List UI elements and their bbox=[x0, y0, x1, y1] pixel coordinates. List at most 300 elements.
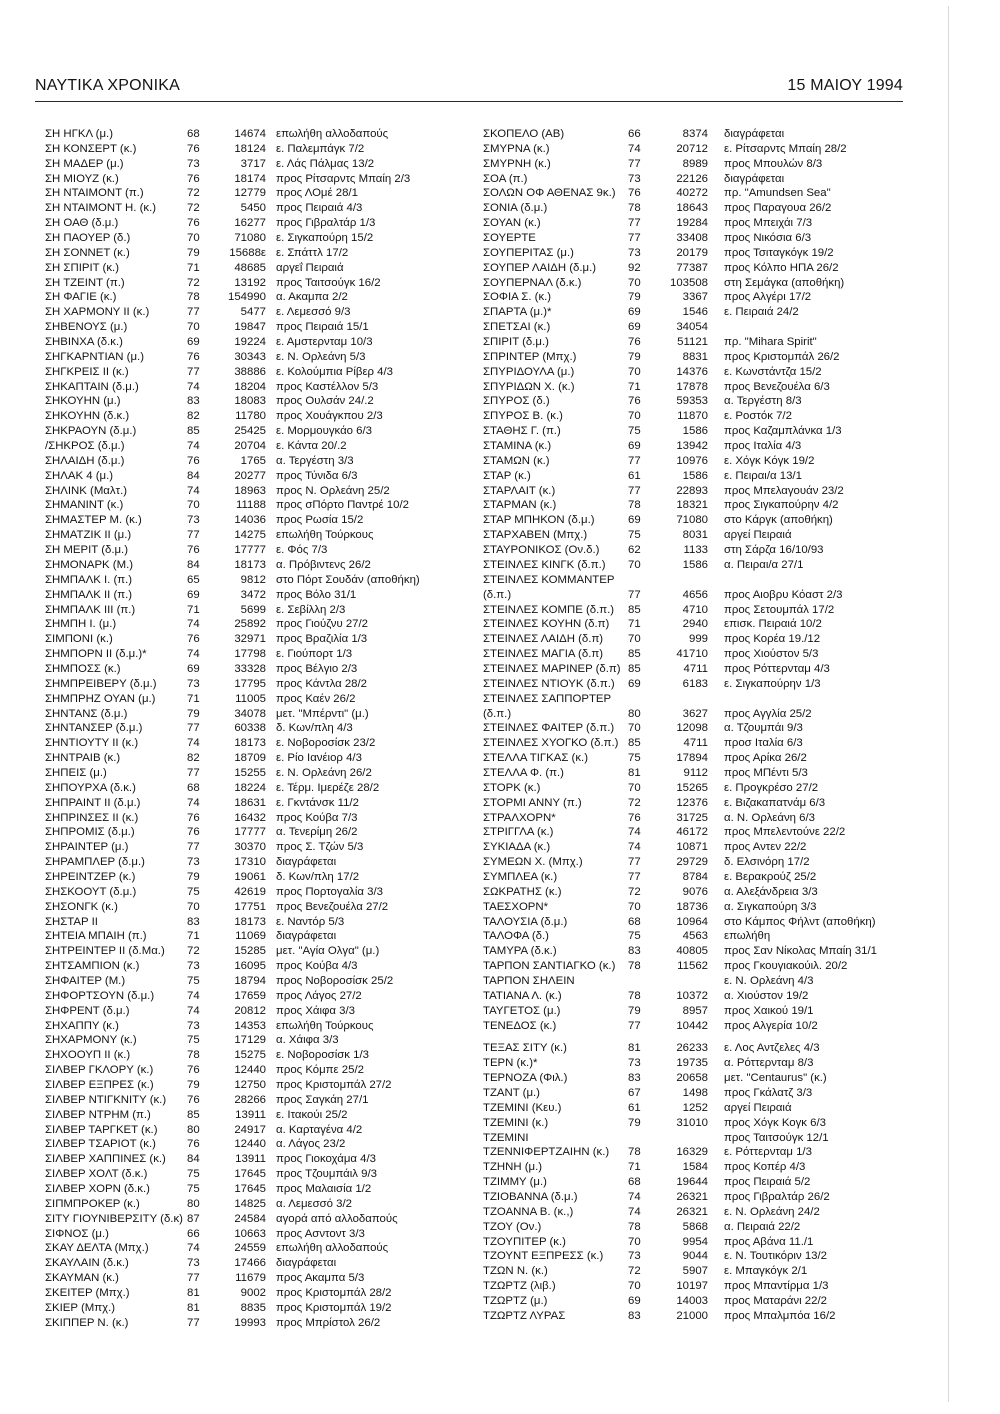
ship-row bbox=[45, 172, 465, 187]
ship-name: ΤΕΝΕΔΟΣ (κ.) bbox=[483, 1019, 557, 1032]
ship-name: ΤΑΕΣΧΟΡΝ* bbox=[483, 900, 549, 913]
ship-name: ΣΙΛΒΕΡ ΝΤΙΓΚΝΙΤΥ (κ.) bbox=[45, 1093, 167, 1106]
ship-name: ΣΤΕΙΝΛΕΣ ΚΟΜΜΑΝΤΕΡ bbox=[483, 573, 615, 586]
ship-info: προς Αγγλία 25/2 bbox=[724, 707, 812, 720]
ship-info: προς Κριστομπάλ 19/2 bbox=[276, 1301, 392, 1314]
ship-name: ΣΗΚΟΥΗΝ (δ.κ.) bbox=[45, 410, 130, 423]
ship-grt: 25425 bbox=[234, 425, 266, 438]
ship-row bbox=[483, 1190, 903, 1205]
ship-year: 85 bbox=[628, 648, 641, 661]
ship-year: 65 bbox=[187, 573, 200, 586]
ship-info: ε. Τέρμ. Ιμερέζε 28/2 bbox=[276, 781, 380, 794]
ship-grt: 19735 bbox=[676, 1057, 708, 1070]
ship-grt: 14825 bbox=[234, 1197, 266, 1210]
ship-year: 69 bbox=[628, 514, 641, 527]
ship-grt: 17751 bbox=[234, 900, 266, 913]
ship-grt: 4711 bbox=[683, 662, 708, 675]
ship-year: 72 bbox=[628, 796, 641, 809]
ship-name: ΣΗΠΟΥΡΧΑ (δ.κ.) bbox=[45, 781, 136, 794]
ship-grt: 20712 bbox=[676, 142, 708, 155]
ship-name: ΣΗΤΡΕΙΝΤΕΡ ΙΙ (δ.Μα.) bbox=[45, 945, 165, 958]
ship-year: 77 bbox=[628, 157, 641, 170]
ship-name: ΣΙΛΒΕΡ ΤΣΑΡΙΟΤ (κ.) bbox=[45, 1138, 156, 1151]
ship-year: 74 bbox=[187, 989, 200, 1002]
ship-name: ΣΙΛΒΕΡ ΕΞΠΡΕΣ (κ.) bbox=[45, 1079, 154, 1091]
ship-grt: 18794 bbox=[234, 974, 266, 987]
ship-name: ΣΗΒΕΝΟΥΣ (μ.) bbox=[45, 321, 128, 334]
ship-grt: 24584 bbox=[234, 1212, 266, 1225]
ship-year: 78 bbox=[628, 989, 641, 1002]
ship-row bbox=[45, 201, 465, 216]
ship-grt: 16329 bbox=[676, 1146, 708, 1159]
ship-year: 78 bbox=[628, 1146, 641, 1159]
ship-year: 76 bbox=[187, 826, 200, 839]
ship-info: προς Γκουγιακούιλ. 20/2 bbox=[724, 960, 848, 973]
ship-row bbox=[483, 335, 903, 350]
ship-row bbox=[45, 320, 465, 335]
ship-year: 81 bbox=[628, 1042, 641, 1055]
ship-year: 68 bbox=[187, 128, 200, 140]
ship-year: 74 bbox=[187, 737, 200, 750]
ship-info: ε. Πειραι/α 13/1 bbox=[724, 469, 802, 482]
ship-year: 70 bbox=[628, 365, 641, 378]
ship-row bbox=[45, 647, 465, 662]
ship-info: προς Πειραιά 5/2 bbox=[724, 1176, 811, 1189]
ship-info: προς Κριστομπάλ 28/2 bbox=[276, 1287, 392, 1300]
ship-info: προς Μπελαγουάν 23/2 bbox=[724, 484, 844, 497]
page-header bbox=[35, 77, 903, 99]
ship-grt: 17878 bbox=[676, 380, 708, 393]
ship-row bbox=[483, 974, 903, 989]
ship-year: 70 bbox=[628, 558, 641, 571]
ship-row bbox=[45, 781, 465, 796]
ship-grt: 42619 bbox=[234, 885, 266, 898]
ship-name: ΤΖΕΜΙΝΙ bbox=[483, 1131, 529, 1144]
ship-grt: 19644 bbox=[676, 1176, 708, 1189]
ship-grt: 17645 bbox=[234, 1183, 266, 1196]
ship-grt: 16432 bbox=[234, 811, 266, 824]
ship-name: ΣΗΚΡΑΟΥΝ (δ.μ.) bbox=[45, 425, 137, 438]
ship-year: 84 bbox=[187, 558, 200, 571]
ship-name: ΣΟΥΑΝ (κ.) bbox=[483, 217, 541, 230]
ship-name: ΣΗΜΠΡΗΖ ΟΥΑΝ (μ.) bbox=[45, 692, 156, 705]
ship-name: ΣΥΚΙΑΔΑ (κ.) bbox=[483, 841, 551, 854]
ship-row bbox=[483, 1264, 903, 1279]
ship-name: ΣΚΑΥΛΑΙΝ (δ.κ.) bbox=[45, 1257, 129, 1270]
ship-row bbox=[483, 1220, 903, 1235]
ship-info: προς Κριστομπάλ 26/2 bbox=[724, 350, 840, 363]
ship-name: ΣΗΝΤΡΑΙΒ (κ.) bbox=[45, 752, 121, 765]
ship-year: 68 bbox=[628, 1176, 641, 1189]
ship-info: ε. Βιζακαπατνάμ 6/3 bbox=[724, 796, 826, 809]
ship-grt: 12750 bbox=[234, 1079, 266, 1091]
ship-row bbox=[45, 588, 465, 603]
ship-list-left-column bbox=[45, 127, 465, 1331]
ship-info: ε. Ν. Ορλεάνη 5/3 bbox=[276, 350, 366, 363]
ship-grt: 8831 bbox=[682, 350, 708, 363]
ship-row bbox=[45, 1048, 465, 1063]
ship-info: α. Καρταγένα 4/2 bbox=[276, 1123, 363, 1136]
ship-name: ΣΗΜΑΤΖΙΚ ΙΙ (μ.) bbox=[45, 529, 132, 542]
ship-row bbox=[45, 870, 465, 885]
ship-name: ΣΤΑΡΛΑΙΤ (κ.) bbox=[483, 484, 556, 497]
ship-row bbox=[45, 409, 465, 424]
ship-info: α. Πειραι/α 27/1 bbox=[724, 558, 804, 571]
ship-row bbox=[45, 365, 465, 380]
ship-year: 76 bbox=[187, 454, 200, 467]
ship-name: ΤΑΛΟΥΣΙΑ (δ.μ.) bbox=[483, 915, 568, 928]
ship-row bbox=[45, 1123, 465, 1138]
ship-grt: 15275 bbox=[234, 1049, 266, 1062]
ship-row bbox=[45, 454, 465, 469]
ship-grt: 71080 bbox=[234, 232, 266, 245]
ship-grt: 18224 bbox=[234, 781, 266, 794]
ship-row bbox=[45, 558, 465, 573]
ship-row bbox=[45, 439, 465, 454]
ship-grt: 20704 bbox=[234, 440, 266, 453]
ship-grt: 5907 bbox=[682, 1265, 708, 1278]
ship-row bbox=[45, 231, 465, 246]
ship-name: ΣΤΕΙΝΛΕΣ ΜΑΡΙΝΕΡ (δ.π) bbox=[483, 662, 621, 675]
ship-grt: 19284 bbox=[676, 217, 708, 230]
ship-name: ΣΠΕΤΣΑΙ (κ.) bbox=[483, 321, 551, 334]
ship-year: 70 bbox=[628, 276, 641, 289]
ship-grt: 5450 bbox=[240, 202, 266, 215]
ship-name: ΣΗ ΦΑΓΙΕ (κ.) bbox=[45, 291, 117, 304]
ship-name: ΤΖΟΥΝΤ ΕΞΠΡΕΣΣ (κ.) bbox=[483, 1250, 604, 1263]
ship-name: ΣΗ ΠΑΟΥΕΡ (δ.) bbox=[45, 232, 131, 245]
ship-year: 77 bbox=[628, 856, 641, 869]
ship-row bbox=[45, 261, 465, 276]
ship-name: ΣΗΜΑΣΤΕΡ Μ. (κ.) bbox=[45, 514, 142, 527]
ship-grt: 17777 bbox=[234, 544, 266, 557]
ship-row bbox=[483, 721, 903, 736]
ship-info: α. Πειραιά 22/2 bbox=[724, 1220, 801, 1233]
ship-year: 68 bbox=[628, 915, 641, 928]
ship-name: ΣΤΑΥΡΟΝΙΚΟΣ (Ον.δ.) bbox=[483, 544, 600, 557]
ship-grt: 22893 bbox=[676, 484, 708, 497]
ship-info: ε. Χόγκ Κόγκ 19/2 bbox=[724, 454, 815, 467]
ship-grt: 12376 bbox=[676, 796, 708, 809]
ship-name: ΤΖΗΝΗ (μ.) bbox=[483, 1161, 543, 1174]
header-rule bbox=[35, 101, 903, 102]
ship-name: ΣΚΟΠΕΛΟ (ΑΒ) bbox=[483, 128, 565, 140]
ship-info: ε. Μπαγκόγκ 2/1 bbox=[724, 1265, 808, 1278]
ship-info: προς Λάγος 27/2 bbox=[276, 989, 362, 1002]
ship-row bbox=[483, 157, 903, 172]
ship-grt: 24559 bbox=[234, 1242, 266, 1255]
ship-row bbox=[45, 424, 465, 439]
ship-info: α. Χάιφα 3/3 bbox=[276, 1034, 339, 1047]
ship-name: ΣΜΥΡΝΗ (κ.) bbox=[483, 157, 551, 170]
ship-info: προς Μπαντίρμα 1/3 bbox=[724, 1280, 829, 1293]
ship-name: ΣΜΥΡΝΑ (κ.) bbox=[483, 142, 550, 155]
ship-grt: 10197 bbox=[676, 1280, 708, 1293]
ship-info: ε. Ναντόρ 5/3 bbox=[276, 915, 345, 928]
ship-row bbox=[483, 246, 903, 261]
ship-year: 75 bbox=[187, 974, 200, 987]
ship-name: ΣΗΠΕΙΣ (μ.) bbox=[45, 766, 107, 779]
ship-row bbox=[483, 707, 903, 722]
ship-year: 70 bbox=[187, 232, 200, 245]
ship-row bbox=[483, 1294, 903, 1309]
ship-info: προς Μπουλών 8/3 bbox=[724, 157, 823, 170]
ship-grt: 13911 bbox=[235, 1108, 266, 1121]
ship-year: 77 bbox=[187, 722, 200, 735]
ship-year: 77 bbox=[187, 1316, 200, 1329]
ship-info: διαγράφεται bbox=[276, 1257, 337, 1270]
ship-year: 76 bbox=[628, 811, 641, 824]
ship-info: επωλήθη Τούρκους bbox=[276, 1019, 374, 1032]
ship-name: ΣΗΜΠΑΛΚ ΙΙΙ (π.) bbox=[45, 603, 136, 616]
ship-year: 75 bbox=[628, 752, 641, 765]
ship-grt: 15285 bbox=[234, 945, 266, 958]
ship-row bbox=[45, 766, 465, 781]
ship-name: ΣΠΡΙΝΤΕΡ (Μπχ.) bbox=[483, 350, 577, 363]
ship-year: 77 bbox=[187, 1272, 200, 1285]
ship-grt: 46172 bbox=[676, 826, 708, 839]
ship-name: ΣΤΑΡΧΑΒΕΝ (Μπχ.) bbox=[483, 529, 588, 542]
ship-name: ΣΗ ΧΑΡΜΟΝΥ ΙΙ (κ.) bbox=[45, 306, 150, 319]
ship-info: πρ. "Amundsen Sea" bbox=[724, 187, 831, 200]
ship-row bbox=[483, 811, 903, 826]
ship-row bbox=[483, 766, 903, 781]
ship-info: δ. Κων/πλη 17/2 bbox=[276, 870, 360, 883]
ship-grt: 3627 bbox=[682, 707, 708, 720]
ship-grt: 11562 bbox=[677, 960, 708, 973]
ship-year: 78 bbox=[187, 1049, 200, 1062]
ship-row bbox=[483, 692, 903, 707]
ship-row bbox=[45, 350, 465, 365]
ship-year: 76 bbox=[628, 395, 641, 408]
ship-row bbox=[483, 840, 903, 855]
ship-info: ε. Ν. Ορλεάνη 26/2 bbox=[276, 766, 372, 779]
ship-row bbox=[45, 677, 465, 692]
ship-name: ΣΠΥΡΙΔΩΝ Χ. (κ.) bbox=[483, 380, 575, 393]
ship-year: 85 bbox=[628, 662, 641, 675]
ship-info: προς Ρίτσαρντς Μπαίη 2/3 bbox=[276, 172, 411, 185]
ship-info: ε. Νοβοροσίσκ 1/3 bbox=[276, 1049, 369, 1062]
ship-info: ε. Σεβίλλη 2/3 bbox=[276, 603, 346, 616]
ship-row bbox=[45, 1212, 465, 1227]
ship-info: προς Χιούστον 5/3 bbox=[724, 648, 819, 661]
ship-name: ΤΖΕΜΙΝΙ (κ.) bbox=[483, 1116, 549, 1129]
ship-year: 80 bbox=[628, 707, 641, 720]
ship-row bbox=[483, 380, 903, 395]
ship-grt: 11005 bbox=[235, 692, 266, 705]
ship-year: 79 bbox=[628, 1116, 641, 1129]
ship-name: ΣΗΚΑΠΤΑΙΝ (δ.μ.) bbox=[45, 380, 139, 393]
ship-info: προς Νικόσια 6/3 bbox=[724, 232, 812, 245]
ship-grt: 28266 bbox=[234, 1093, 266, 1106]
ship-info: ε. Μορμουγκάο 6/3 bbox=[276, 425, 373, 438]
ship-grt: 18963 bbox=[234, 484, 266, 497]
ship-name: ΣΙΜΠΟΝΙ (κ.) bbox=[45, 633, 113, 646]
ship-info: προς Βραζιλία 1/3 bbox=[276, 633, 368, 646]
ship-name: ΣΤΕΙΝΛΕΣ ΦΑΙΤΕΡ (δ.π.) bbox=[483, 722, 615, 735]
ship-name: ΣΠΥΡΟΣ (δ.) bbox=[483, 395, 550, 408]
ship-row bbox=[483, 484, 903, 499]
ship-info: στο Κάργκ (αποθήκη) bbox=[724, 514, 833, 527]
ship-grt: 11188 bbox=[236, 499, 266, 512]
ship-year: 85 bbox=[628, 737, 641, 750]
publication-title: ΝΑΥΤΙΚΑ ΧΡΟΝΙΚΑ bbox=[35, 77, 180, 94]
ship-year: 70 bbox=[628, 1280, 641, 1293]
ship-name: ΣΤΑΜΩΝ (κ.) bbox=[483, 454, 550, 467]
ship-year: 75 bbox=[187, 885, 200, 898]
ship-grt: 34054 bbox=[676, 321, 708, 334]
ship-row bbox=[483, 632, 903, 647]
ship-year: 74 bbox=[628, 142, 641, 155]
ship-row bbox=[483, 186, 903, 201]
ship-info: ε. Πειραιά 24/2 bbox=[724, 306, 799, 319]
ship-info: προς Αλγέρι 17/2 bbox=[724, 291, 812, 304]
ship-grt: 17129 bbox=[234, 1034, 266, 1047]
ship-grt: 8784 bbox=[682, 870, 708, 883]
ship-row bbox=[483, 751, 903, 766]
ship-info: προς Ν. Ορλεάνη 25/2 bbox=[276, 484, 390, 497]
ship-name: ΣΚΙΕΡ (Μπχ.) bbox=[45, 1301, 116, 1314]
ship-info: προς ΛΟμέ 28/1 bbox=[276, 187, 358, 200]
ship-year: 79 bbox=[628, 350, 641, 363]
ship-year: 87 bbox=[187, 1212, 200, 1225]
ship-year: 72 bbox=[187, 187, 200, 200]
ship-name: (δ.π.) bbox=[483, 588, 512, 601]
ship-name: ΤΖΙΟΒΑΝΝΑ (δ.μ.) bbox=[483, 1191, 578, 1204]
ship-row bbox=[45, 528, 465, 543]
ship-row bbox=[45, 394, 465, 409]
ship-grt: 8374 bbox=[682, 128, 708, 140]
ship-grt: 1586 bbox=[682, 469, 708, 482]
ship-grt: 10976 bbox=[676, 454, 708, 467]
ship-name: ΤΑΡΠΟΝ ΣΑΝΤΙΑΓΚΟ (κ.) bbox=[483, 960, 616, 973]
ship-grt: 18643 bbox=[676, 202, 708, 215]
ship-row bbox=[45, 721, 465, 736]
ship-row bbox=[483, 825, 903, 840]
ship-info: διαγράφεται bbox=[724, 128, 785, 140]
ship-grt: 20812 bbox=[234, 1004, 266, 1017]
ship-year: 79 bbox=[187, 246, 200, 259]
ship-row bbox=[45, 1182, 465, 1197]
ship-row bbox=[483, 617, 903, 632]
ship-name: ΣΟΑ (π.) bbox=[483, 172, 528, 185]
ship-grt: 20179 bbox=[676, 246, 708, 259]
ship-year: 76 bbox=[187, 350, 200, 363]
ship-info: προς Αντεν 22/2 bbox=[724, 841, 807, 854]
ship-info: ε. Ροστόκ 7/2 bbox=[724, 410, 792, 423]
ship-year: 74 bbox=[628, 1191, 641, 1204]
ship-info: προς ΜΠέντι 5/3 bbox=[724, 766, 808, 779]
ship-year: 71 bbox=[187, 930, 200, 943]
ship-name: ΣΗΝΤΑΝΣ (δ.μ.) bbox=[45, 707, 128, 720]
ship-year: 73 bbox=[187, 514, 200, 527]
ship-grt: 9076 bbox=[682, 885, 708, 898]
ship-info: διαγράφεται bbox=[724, 172, 785, 185]
ship-year: 79 bbox=[187, 870, 200, 883]
ship-grt: 25892 bbox=[234, 618, 266, 631]
ship-row bbox=[483, 1086, 903, 1101]
ship-year: 70 bbox=[187, 499, 200, 512]
ship-info: προς Γκάλατζ 3/3 bbox=[724, 1087, 813, 1099]
ship-name: ΣΗΜΑΝΙΝΤ (κ.) bbox=[45, 499, 124, 512]
ship-grt: 18631 bbox=[234, 796, 266, 809]
ship-grt: 18709 bbox=[234, 752, 266, 765]
ship-grt: 8835 bbox=[240, 1301, 266, 1314]
ship-year: 61 bbox=[628, 469, 641, 482]
ship-info: ε. Κάντα 20/.2 bbox=[276, 440, 347, 453]
ship-info: α. Τζουμπάι 9/3 bbox=[724, 722, 803, 735]
ship-name: ΣΗΡΑΙΝΤΕΡ (μ.) bbox=[45, 841, 129, 854]
ship-grt: 13192 bbox=[234, 276, 266, 289]
ship-row bbox=[483, 216, 903, 231]
ship-info: α. Πρόβιντενς 26/2 bbox=[276, 558, 371, 571]
ship-row bbox=[483, 513, 903, 528]
ship-grt: 10964 bbox=[676, 915, 708, 928]
ship-info: προς Τύνιδα 6/3 bbox=[276, 469, 358, 482]
ship-year: 83 bbox=[628, 1072, 641, 1085]
ship-row bbox=[483, 900, 903, 915]
ship-grt: 9002 bbox=[240, 1287, 266, 1300]
ship-grt: 18736 bbox=[676, 900, 708, 913]
ship-row bbox=[483, 261, 903, 276]
ship-row bbox=[45, 885, 465, 900]
ship-row bbox=[483, 498, 903, 513]
ship-name: ΣΗΧΟΟΥΠ ΙΙ (κ.) bbox=[45, 1049, 131, 1062]
ship-year: 78 bbox=[628, 960, 641, 973]
ship-info: ε. Ν. Ορλεάνη 24/2 bbox=[724, 1205, 820, 1218]
ship-info: προς Ακαμπα 5/3 bbox=[276, 1272, 365, 1285]
ship-grt: 14003 bbox=[676, 1295, 708, 1308]
ship-grt: 18083 bbox=[234, 395, 266, 408]
ship-name: ΣΟΥΕΡΤΕ bbox=[483, 232, 536, 245]
ship-year: 71 bbox=[628, 1161, 641, 1174]
ship-row bbox=[45, 707, 465, 722]
ship-year: 78 bbox=[628, 202, 641, 215]
ship-info: προς Καζαμπλάνκα 1/3 bbox=[724, 425, 842, 438]
ship-grt: 4656 bbox=[682, 588, 708, 601]
ship-row bbox=[45, 617, 465, 632]
ship-name: ΣΗΣΚΟΟΥΤ (δ.μ.) bbox=[45, 885, 137, 898]
ship-name: ΣΗΜΠΑΛΚ Ι. (π.) bbox=[45, 573, 133, 586]
ship-info: α. Τεργέστη 8/3 bbox=[724, 395, 802, 408]
ship-grt: 6183 bbox=[682, 677, 708, 690]
ship-name: ΣΙΛΒΕΡ ΧΟΛΤ (δ.κ.) bbox=[45, 1168, 148, 1181]
ship-row bbox=[45, 974, 465, 989]
ship-year: 77 bbox=[628, 454, 641, 467]
ship-year: 83 bbox=[628, 1309, 641, 1322]
ship-year: 75 bbox=[628, 425, 641, 438]
ship-info: στο Πόρτ Σουδάν (αποθήκη) bbox=[276, 573, 420, 586]
ship-year: 71 bbox=[628, 380, 641, 393]
ship-year: 74 bbox=[187, 380, 200, 393]
ship-grt: 18173 bbox=[234, 915, 266, 928]
ship-year: 73 bbox=[187, 960, 200, 973]
ship-grt: 20658 bbox=[676, 1072, 708, 1085]
ship-name: ΣΗΦΟΡΤΣΟΥΝ (δ.μ.) bbox=[45, 989, 155, 1002]
ship-info: αργεί Πειραιά bbox=[724, 529, 792, 542]
ship-grt: 19847 bbox=[234, 321, 266, 334]
ship-grt: 17466 bbox=[234, 1257, 266, 1270]
ship-grt: 29729 bbox=[676, 856, 708, 869]
ship-grt: 30370 bbox=[234, 841, 266, 854]
ship-row bbox=[483, 959, 903, 974]
ship-name: ΣΚΑΥ ΔΕΛΤΑ (Μπχ.) bbox=[45, 1242, 149, 1255]
ship-name: ΣΗΚΟΥΗΝ (μ.) bbox=[45, 395, 121, 408]
ship-row bbox=[45, 1063, 465, 1078]
ship-year: 72 bbox=[187, 276, 200, 289]
ship-grt: 15688ε bbox=[229, 246, 266, 259]
ship-year: 77 bbox=[187, 529, 200, 542]
